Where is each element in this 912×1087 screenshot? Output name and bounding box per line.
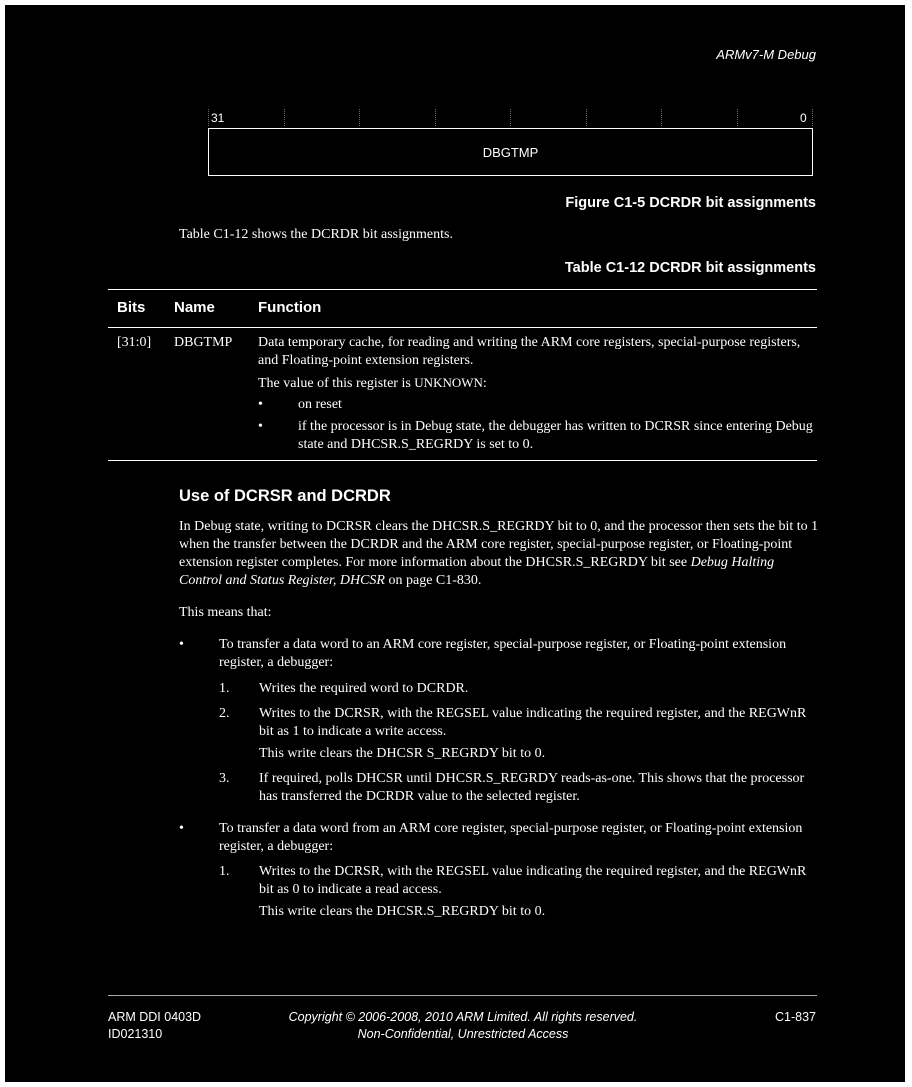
bit-tick	[661, 109, 662, 126]
page-number: C1-837	[775, 1010, 816, 1024]
section-heading: Use of DCRSR and DCRDR	[179, 487, 391, 505]
table-bottom-rule	[108, 460, 817, 461]
bit-label-low: 0	[800, 111, 807, 125]
bit-tick	[586, 109, 587, 126]
table-cell-name: DBGTMP	[174, 335, 233, 350]
bit-tick	[812, 109, 813, 126]
bit-tick	[510, 109, 511, 126]
bullet-icon: •	[258, 419, 263, 434]
figure-caption: Figure C1-5 DCRDR bit assignments	[565, 195, 816, 211]
bullet-icon: •	[179, 637, 184, 652]
bit-tick	[737, 109, 738, 126]
table-cell-function-desc: Data temporary cache, for reading and writing the ARM core registers, special-purpose registers, and Floating-point extension registers.	[258, 335, 801, 368]
footer-copyright-line: Copyright © 2006-2008, 2010 ARM Limited. All rights reserved.	[288, 1010, 638, 1024]
table-header-rule	[108, 327, 817, 328]
bit-tick	[359, 109, 360, 126]
document-page	[5, 5, 905, 1082]
step-text: Writes to the DCRSR, with the REGSEL value indicating the required register, and the REGWnR bit as 1 to indicate a write access.	[259, 706, 807, 739]
table-cell-bits: [31:0]	[117, 335, 152, 350]
table-cell-unknown-line: The value of this register is UNKNOWN:	[258, 375, 487, 391]
bullet-icon: •	[258, 397, 263, 412]
step-number: 3.	[219, 771, 230, 786]
footer-rule	[108, 995, 817, 996]
footer-doc-release: ID021310	[108, 1027, 163, 1041]
footer-confidentiality: Non-Confidential, Unrestricted Access	[357, 1027, 569, 1041]
step-text: If required, polls DHCSR until DHCSR.S_REGRDY reads-as-one. This shows that the processor has transferred the DCRDR value to the selected register.	[259, 771, 805, 804]
step-number: 1.	[219, 681, 230, 696]
running-header: ARMv7-M Debug	[716, 47, 816, 62]
footer-copyright	[263, 1009, 663, 1043]
table-header-function: Function	[258, 299, 322, 316]
table-caption: Table C1-12 DCRDR bit assignments	[564, 260, 816, 276]
bullet-item-text: To transfer a data word from an ARM core register, special-purpose register, or Floating-point extension register, a debugger:	[219, 821, 803, 854]
bullet-item-text: To transfer a data word to an ARM core register, special-purpose register, or Floating-point extension register, a debugger:	[219, 637, 787, 670]
step-note: This write clears the DHCSR.S_REGRDY bit to 0.	[259, 904, 546, 919]
step-number: 1.	[219, 864, 230, 879]
section-paragraph: In Debug state, writing to DCRSR clears the DHCSR.S_REGRDY bit to 0, and the processor then sets the bit to 1 when the transfer between the DCRDR and the ARM core register, special-purpose register, or Floating-point extension register completes. For more information about the DHCSR.S_REGRDY bit see Debug Halting Control and Status Register, DHCSR on page C1-830.	[179, 519, 819, 588]
bit-label-high: 31	[211, 111, 225, 125]
register-field-box	[208, 128, 813, 176]
step-number: 2.	[219, 706, 230, 721]
bit-tick	[435, 109, 436, 126]
table-intro-text: Table C1-12 shows the DCRDR bit assignments.	[179, 227, 453, 242]
table-list-item: if the processor is in Debug state, the debugger has written to DCRSR since entering Debug state and DHCSR.S_REGRDY is set to 0.	[298, 419, 813, 452]
footer-doc-number: ARM DDI 0403D	[108, 1010, 202, 1024]
footer-doc-id	[108, 1009, 201, 1043]
step-text: Writes to the DCRSR, with the REGSEL value indicating the required register, and the REGWnR bit as 0 to indicate a read access.	[259, 864, 807, 897]
step-text: Writes the required word to DCRDR.	[259, 681, 469, 696]
bit-tick	[208, 109, 209, 126]
table-list-item: on reset	[298, 397, 342, 412]
section-lead-in: This means that:	[179, 605, 272, 620]
table-top-rule	[108, 289, 817, 290]
register-field-label: DBGTMP	[482, 144, 539, 160]
table-header-bits: Bits	[117, 299, 146, 316]
bullet-icon: •	[179, 821, 184, 836]
step-note: This write clears the DHCSR S_REGRDY bit to 0.	[259, 746, 546, 761]
table-header-name: Name	[174, 299, 215, 316]
bit-tick	[284, 109, 285, 126]
